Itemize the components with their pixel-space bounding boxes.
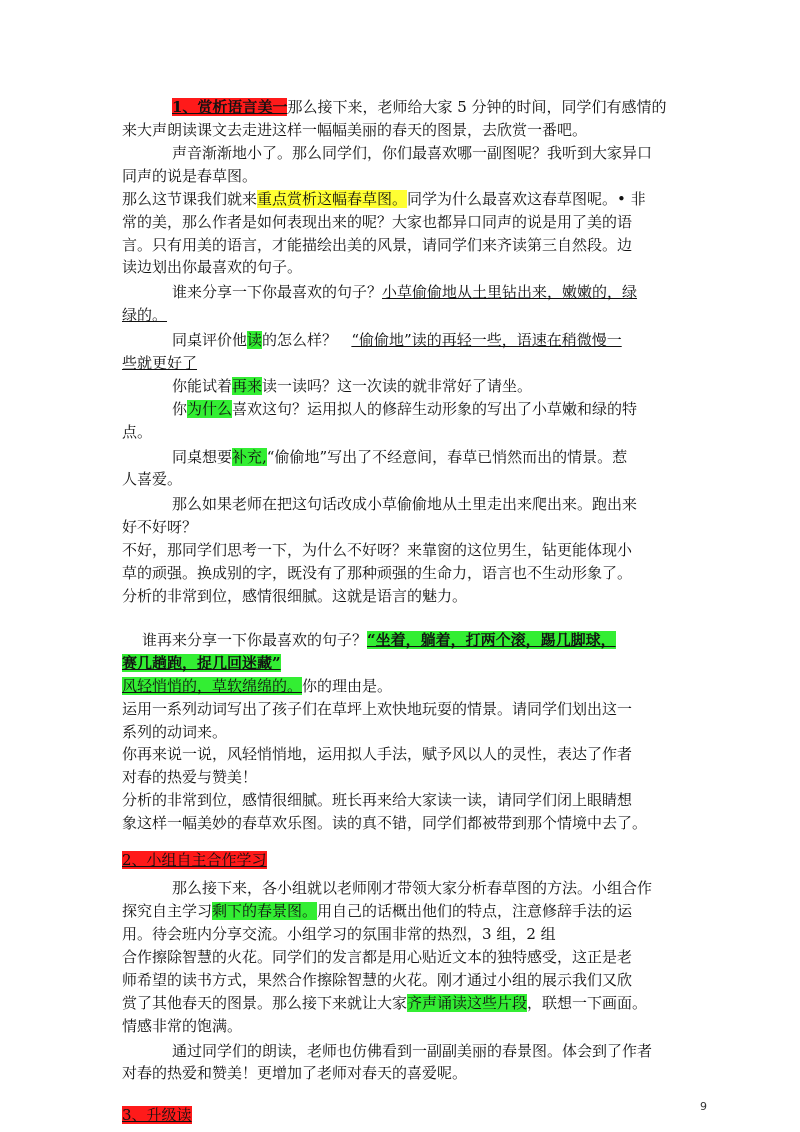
paragraph-line: 分析的非常到位，感情很细腻。班长再来给大家读一读，请同学们闭上眼睛想 bbox=[122, 791, 633, 809]
paragraph-line: 赏了其他春天的图景。那么接下来就让大家齐声诵读这些片段，联想一下画面。 bbox=[122, 994, 648, 1012]
paragraph-line bbox=[122, 652, 692, 674]
paragraph-line: 你再来说一说，风轻悄悄地，运用拟人手法，赋予风以人的灵性，表达了作者 bbox=[122, 745, 633, 763]
paragraph-line: 分析的非常到位，感情很细腻。这就是语言的魅力。 bbox=[122, 587, 468, 605]
highlight-green-quote: “坐着，躺着，打两个滚，踢几脚球， bbox=[367, 631, 616, 649]
paragraph-line: 象这样一幅美妙的春草欢乐图。读的真不错，同学们都被带到那个情境中去了。 bbox=[122, 814, 648, 832]
section2-heading: 2、小组自主合作学习 bbox=[122, 851, 267, 869]
paragraph-line: 同桌评价他读的怎么样？ “偷偷地”读的再轻一些，语速在稍微慢一 bbox=[172, 331, 622, 349]
paragraph-line: 读边划出你最喜欢的句子。 bbox=[122, 258, 303, 276]
paragraph-line: 同声的说是春草图。 bbox=[122, 167, 258, 185]
highlight-green: 读 bbox=[247, 331, 263, 349]
paragraph-line: 谁再来分享一下你最喜欢的句子？“坐着，躺着，打两个滚，踢几脚球， bbox=[142, 631, 616, 649]
highlight-green-quote: 赛几趟跑，捉几回迷藏” bbox=[122, 654, 281, 672]
underlined-comment: “偷偷地”读的再轻一些，语速在稍微慢一 bbox=[351, 331, 622, 349]
paragraph-line: 那么如果老师在把这句话改成小草偷偷地从土里走出来爬出来。跑出来 bbox=[172, 495, 638, 513]
paragraph-line: 人喜爱。 bbox=[122, 470, 183, 488]
paragraph-line: 不好，那同学们思考一下，为什么不好呀？来靠窗的这位男生，钻更能体现小 bbox=[122, 541, 633, 559]
paragraph-line: 绿的。 bbox=[122, 306, 168, 324]
highlight-green: 齐声诵读这些片段 bbox=[407, 994, 528, 1012]
paragraph-line: 运用一系列动词写出了孩子们在草坪上欢快地玩耍的情景。请同学们划出这一 bbox=[122, 700, 633, 718]
page-number: 9 bbox=[700, 1100, 707, 1113]
paragraph-line: 用。待会班内分享交流。小组学习的氛围非常的热烈，3 组，2 组 bbox=[122, 925, 556, 943]
paragraph-line: 那么接下来，各小组就以老师刚才带领大家分析春草图的方法。小组合作 bbox=[172, 879, 653, 897]
paragraph-line: 些就更好了 bbox=[122, 354, 198, 372]
paragraph-line: 来大声朗读课文去走进这样一幅幅美丽的春天的图景，去欣赏一番吧。 bbox=[122, 121, 588, 139]
paragraph-line: 言。只有用美的语言，才能描绘出美的风景，请同学们来齐读第三自然段。边 bbox=[122, 236, 633, 254]
paragraph-line: 师希望的读书方式，果然合作擦除智慧的火花。刚才通过小组的展示我们又欣 bbox=[122, 971, 633, 989]
section3-heading-line bbox=[122, 1104, 692, 1126]
paragraph-line: 谁来分享一下你最喜欢的句子？小草偷偷地从土里钻出来，嫩嫩的，绿 bbox=[172, 283, 638, 301]
paragraph-line: 对春的热爱与赞美！ bbox=[122, 768, 258, 786]
paragraph-line: 那么这节课我们就来重点赏析这幅春草图。同学为什么最喜欢这春草图呢。• 非 bbox=[122, 190, 646, 208]
paragraph-line: 声音渐渐地小了。那么同学们，你们最喜欢哪一副图呢？我听到大家异口 bbox=[172, 144, 653, 162]
highlight-yellow: 重点赏析这幅春草图。 bbox=[257, 190, 408, 208]
paragraph-line: 点。 bbox=[122, 423, 153, 441]
section2-heading-line bbox=[122, 849, 692, 871]
underlined-quote: 小草偷偷地从土里钻出来，嫩嫩的，绿 bbox=[382, 283, 638, 301]
line-section1-heading: 1、赏析语言美一那么接下来，老师给大家 5 分钟的时间，同学们有感情的 bbox=[172, 98, 667, 116]
paragraph-line: 你能试着再来读一读吗？这一次读的就非常好了请坐。 bbox=[172, 377, 533, 395]
paragraph-line: 草的顽强。换成别的字，既没有了那种顽强的生命力，语言也不生动形象了。 bbox=[122, 564, 633, 582]
paragraph-line: 通过同学们的朗读，老师也仿佛看到一副副美丽的春景图。体会到了作者 bbox=[172, 1042, 653, 1060]
highlight-green: 补充, bbox=[232, 448, 267, 466]
paragraph-line: 常的美，那么作者是如何表现出来的呢？大家也都异口同声的说是用了美的语 bbox=[122, 213, 633, 231]
paragraph-line: 情感非常的饱满。 bbox=[122, 1017, 243, 1035]
paragraph-line: 你为什么喜欢这句？运用拟人的修辞生动形象的写出了小草嫩和绿的特 bbox=[172, 400, 638, 418]
section1-heading: 1、赏析语言美一 bbox=[172, 98, 288, 116]
paragraph-line: 风轻悄悄的，草软绵绵的。你的理由是。 bbox=[122, 677, 393, 695]
highlight-green-quote: 风轻悄悄的，草软绵绵的。 bbox=[122, 677, 303, 695]
paragraph-line: 系列的动词来。 bbox=[122, 723, 228, 741]
paragraph-line: 同桌想要补充,“偷偷地”写出了不经意间，春草已悄然而出的情景。惹 bbox=[172, 448, 628, 466]
section3-heading: 3、升级读 bbox=[122, 1106, 192, 1124]
paragraph-line: 合作擦除智慧的火花。同学们的发言都是用心贴近文本的独特感受，这正是老 bbox=[122, 948, 633, 966]
highlight-green: 为什么 bbox=[187, 400, 233, 418]
paragraph-line: 好不好呀？ bbox=[122, 518, 198, 536]
paragraph-line: 探究自主学习剩下的春景图。用自己的话概出他们的特点，注意修辞手法的运 bbox=[122, 902, 633, 920]
paragraph-line: 对春的热爱和赞美！更增加了老师对春天的喜爱呢。 bbox=[122, 1064, 468, 1082]
highlight-green: 剩下的春景图。 bbox=[212, 902, 318, 920]
highlight-green: 再来 bbox=[232, 377, 263, 395]
